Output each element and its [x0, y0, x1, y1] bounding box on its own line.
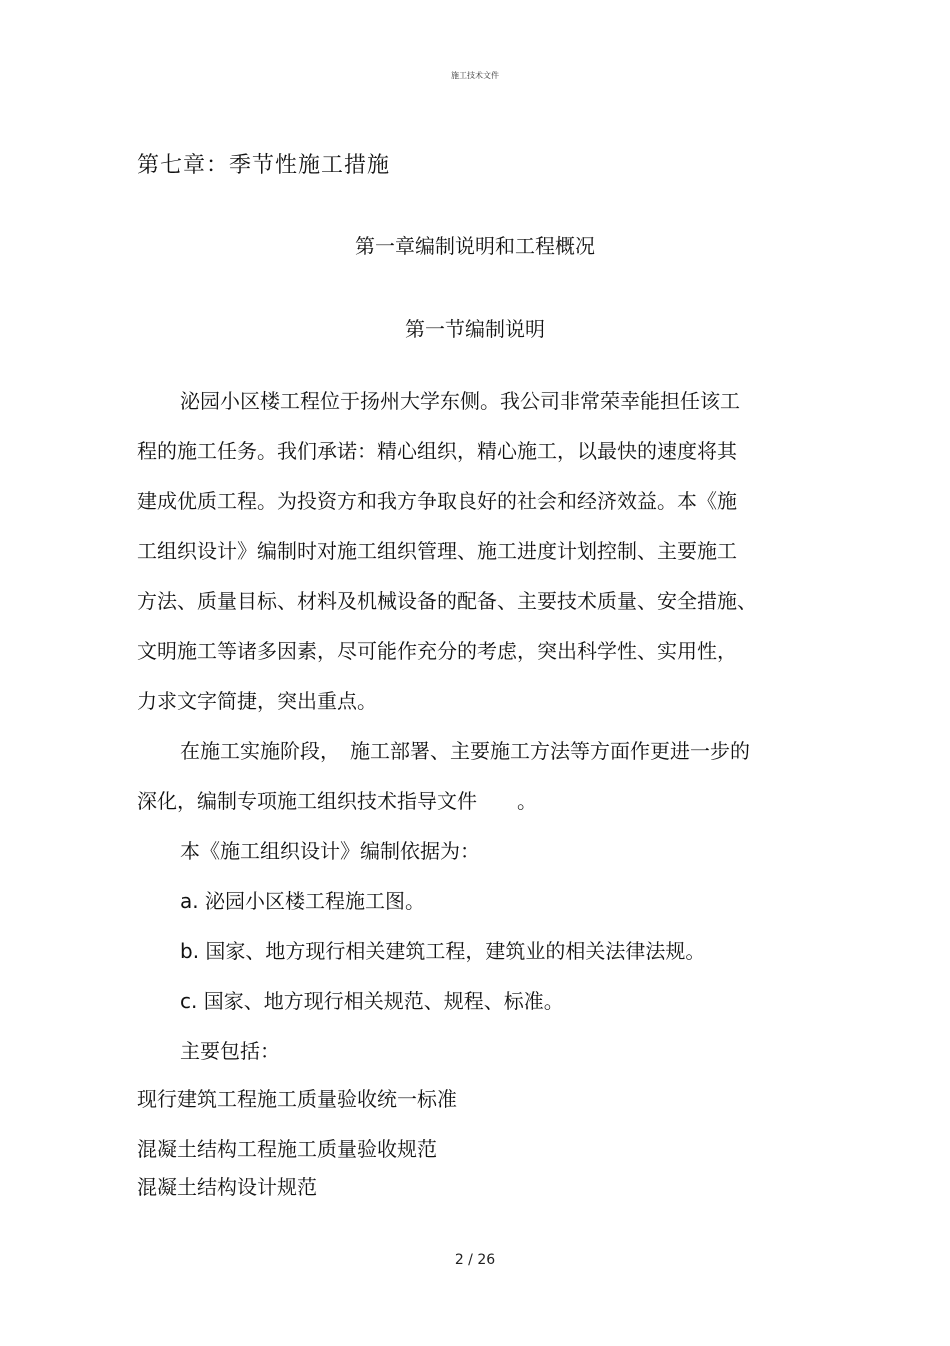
paragraph2-line: 在施工实施阶段， 施工部署、主要施工方法等方面作更进一步的 [180, 739, 750, 763]
paragraph1-line: 工组织设计》编制时对施工组织管理、施工进度计划控制、主要施工 [137, 539, 737, 563]
paragraph1-line: 程的施工任务。我们承诺：精心组织，精心施工，以最快的速度将其 [137, 439, 737, 463]
paragraph1-line: 建成优质工程。为投资方和我方争取良好的社会和经济效益。本《施 [137, 489, 737, 513]
section-heading: 第一章编制说明和工程概况 [355, 234, 595, 258]
subsection-heading: 第一节编制说明 [405, 317, 545, 341]
basis-intro: 本《施工组织设计》编制依据为： [180, 839, 480, 863]
standard-item: 混凝土结构设计规范 [137, 1175, 317, 1199]
basis-item: a. 泌园小区楼工程施工图。 [180, 889, 425, 913]
paragraph1-line: 文明施工等诸多因素，尽可能作充分的考虑，突出科学性、实用性， [137, 639, 737, 663]
paragraph1-line: 力求文字简捷，突出重点。 [137, 689, 377, 713]
chapter-title: 第七章：季节性施工措施 [137, 153, 391, 178]
basis-item: b. 国家、地方现行相关建筑工程，建筑业的相关法律法规。 [180, 939, 706, 963]
basis-item: c. 国家、地方现行相关规范、规程、标准。 [180, 989, 564, 1013]
page-number: 2 / 26 [454, 1252, 496, 1268]
paragraph1-line: 泌园小区楼工程位于扬州大学东侧。我公司非常荣幸能担任该工 [180, 389, 740, 413]
standard-item: 现行建筑工程施工质量验收统一标准 [137, 1087, 457, 1111]
main-includes-label: 主要包括： [180, 1039, 280, 1063]
paragraph2-line: 深化，编制专项施工组织技术指导文件 。 [137, 789, 537, 813]
standard-item: 混凝土结构工程施工质量验收规范 [137, 1137, 437, 1161]
paragraph1-line: 方法、质量目标、材料及机械设备的配备、主要技术质量、安全措施、 [137, 589, 757, 613]
running-header: 施工技术文件 [451, 71, 499, 80]
